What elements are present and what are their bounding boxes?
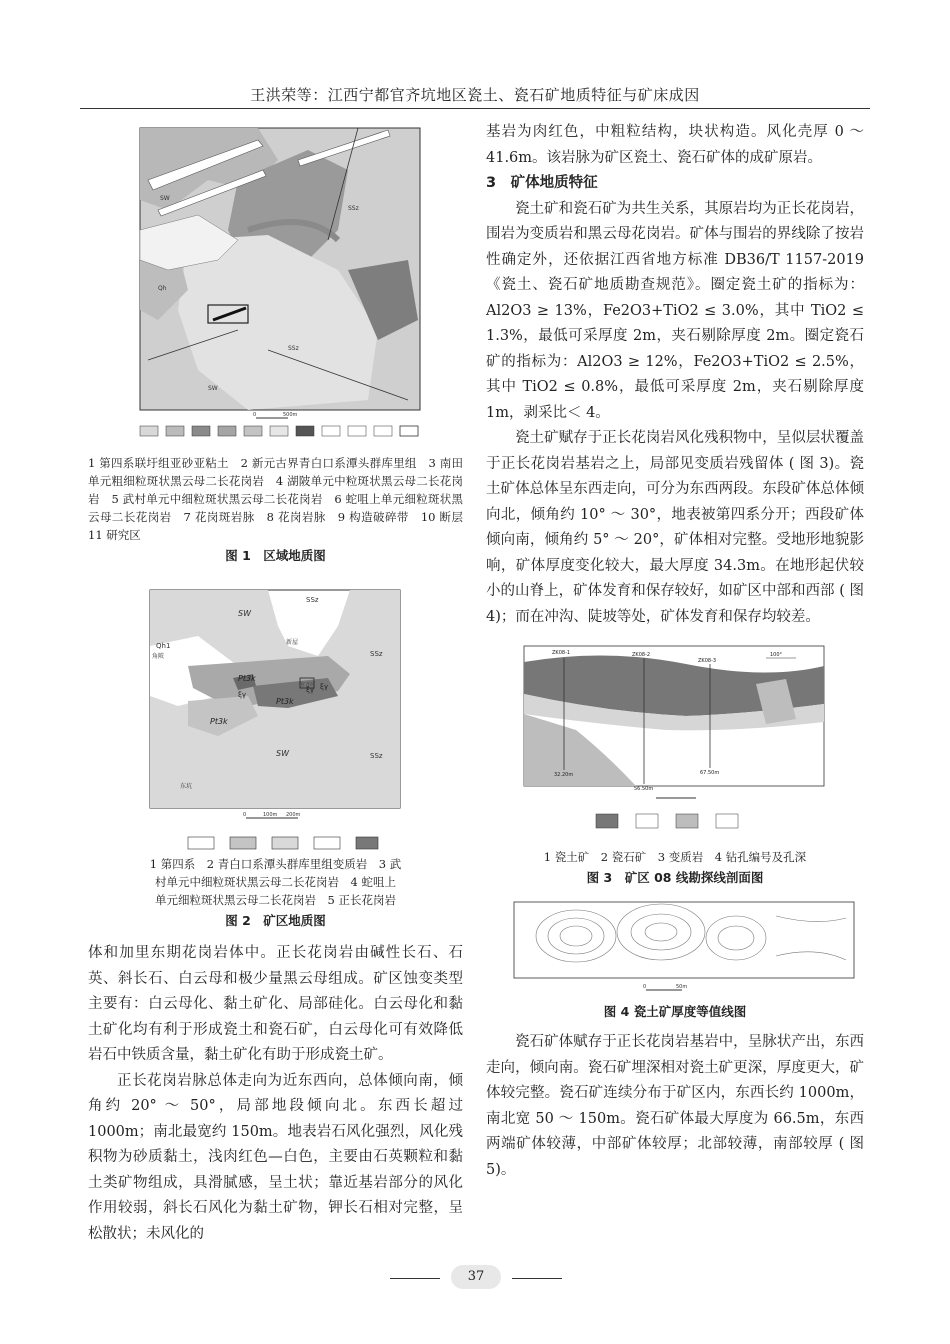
figure-4 xyxy=(486,896,864,1020)
figure-3-legend: 1 瓷土矿 2 瓷石矿 3 变质岩 4 钻孔编号及孔深 xyxy=(543,850,807,864)
mine-area-geology-map xyxy=(88,586,463,831)
svg-text:0: 0 xyxy=(253,412,257,418)
svg-text:SSz: SSz xyxy=(348,205,359,212)
svg-text:SW: SW xyxy=(208,385,218,392)
fig2-scale-0: 0 xyxy=(243,812,247,818)
exploration-line-profile xyxy=(486,644,864,844)
svg-text:SW: SW xyxy=(160,195,170,202)
page-footer xyxy=(0,1262,950,1292)
fig2-label-pt1: Pt3k xyxy=(238,674,256,683)
fig2-label-guanqikeng: 官齐坑 xyxy=(300,682,316,688)
running-header: 王洪荣等：江西宁都官齐坑地区瓷土、瓷石矿地质特征与矿床成因 xyxy=(250,86,700,104)
figure-3 xyxy=(486,644,864,886)
figure-4-caption: 图 4 瓷土矿厚度等值线图 xyxy=(603,1004,747,1019)
svg-text:500m: 500m xyxy=(283,412,298,418)
figure-1 xyxy=(88,120,475,564)
left-paragraph-1: 体和加里东期花岗岩体中。正长花岗岩由碱性长石、石英、斜长石、白云母和极少量黑云母组成。矿区蚀变类型主要有：白云母化、黏土矿化、局部硅化。白云母化和黏土矿化均有利于形成瓷土和瓷石矿，白云母化可有效降低岩石中铁质含量，黏土矿化有助于形成瓷土矿。 xyxy=(88,945,463,1063)
figure-3-caption: 图 3 矿区 08 线勘探线剖面图 xyxy=(586,870,764,885)
fig4-scale-0: 0 xyxy=(643,984,647,990)
fig2-label-gamma2: ξγ xyxy=(306,686,315,694)
fig3-depth-2: 56.50m xyxy=(634,786,654,792)
fig3-hole-1: ZK08-1 xyxy=(552,650,571,656)
left-paragraph-2: 正长花岗岩脉总体走向为近东西向，总体倾向南，倾角约 20° ～ 50°，局部地段倾向北。东西长超过 1000m；南北最宽约 150m。地表岩石风化强烈，风化残积物为砂质黏土，浅肉红色—白色，主要由石英颗粒和黏土类矿物组成，具滑腻感，呈土状；靠近基岩部分的风化作用较弱，斜长石风化为黏土矿物，钾长石相对完整，呈松散状；未风化的 xyxy=(88,1072,463,1242)
footer-rule-left xyxy=(390,1278,440,1279)
figure-1-legend-swatches xyxy=(140,426,418,436)
right-paragraph-1: 基岩为肉红色，中粗粒结构，块状构造。风化壳厚 0 ～ 41.6m。该岩脉为矿区瓷土、瓷石矿体的成矿原岩。 xyxy=(486,124,864,166)
fig2-label-pt2: Pt3k xyxy=(210,717,228,726)
footer-rule-right xyxy=(512,1278,562,1279)
fig2-label-ssz2: SSz xyxy=(370,650,383,658)
right-paragraph-3: 瓷土矿赋存于正长花岗岩风化残积物中，呈似层状覆盖于正长花岗岩基岩之上，局部见变质岩残留体 ( 图 3)。瓷土矿体总体呈东西走向，可分为东西两段。东段矿体总体倾向北，倾角约 10° ～ 30°，地表被第四系分开；西段矿体倾向南，倾角约 5° ～ 20°，矿体相对完整。受地形地貌影响，矿体厚度变化较大，最大厚度 34.3m。在地形起伏较小的山脊上，矿体发育和保存较好，如矿区中部和西部 ( 图 4)；而在冲沟、陡坡等处，矿体发育和保存均较差。 xyxy=(486,430,864,625)
fig2-label-gamma3: ξγ xyxy=(320,683,329,691)
fig2-label-gamma1: ξγ xyxy=(238,691,247,699)
fig2-label-dongkeng: 东坑 xyxy=(180,783,193,790)
figure-2-caption: 图 2 矿区地质图 xyxy=(225,913,326,928)
fig3-depth-1: 32.20m xyxy=(554,772,574,778)
right-paragraph-4: 瓷石矿体赋存于正长花岗岩基岩中，呈脉状产出，东西走向，倾向南。瓷石矿埋深相对瓷土矿更深，厚度更大，矿体较完整。瓷石矿连续分布于矿区内，东西长约 1000m，南北宽 50 ～ 150m。瓷石矿体最大厚度为 66.5m，东西两端矿体较薄，中部矿体较厚；北部较薄，南部较厚 ( 图 5)。 xyxy=(486,1034,864,1178)
figure-2-legend-line-2: 村单元中细粒斑状黑云母二长花岗岩 4 蛇咀上 xyxy=(155,875,396,889)
right-paragraph-2: 瓷土矿和瓷石矿为共生关系，其原岩均为正长花岗岩，围岩为变质岩和黑云母花岗岩。矿体与围岩的界线除了按岩性确定外，还依据江西省地方标准 DB36/T 1157-2019《瓷土、瓷石矿地质勘查规范》。圈定瓷土矿的指标为：Al2O3 ≥ 13%，Fe2O3+TiO2 ≤ 3.0%，其中 TiO2 ≤ 1.3%，最低可采厚度 2m，夹石剔除厚度 2m。圈定瓷石矿的指标为：Al2O3 ≥ 12%，Fe2O3+TiO2 ≤ 2.5%，其中 TiO2 ≤ 0.8%，最低可采厚度 2m，夹石剔除厚度 1m，剥采比＜ 4。 xyxy=(486,200,864,421)
fig2-label-qh: Qh1 xyxy=(156,642,171,650)
page-number: 37 xyxy=(451,1265,501,1289)
fig2-label-sw2: SW xyxy=(276,749,289,758)
svg-text:Qh: Qh xyxy=(158,285,167,292)
figure-2-legend-line-1: 1 第四系 2 青白口系潭头群库里组变质岩 3 武 xyxy=(149,857,402,871)
header-rule xyxy=(80,108,870,109)
section-3-title: 3 矿体地质特征 xyxy=(486,175,598,191)
fig2-scale-200: 200m xyxy=(286,812,301,818)
figure-2-legend-line-3: 单元细粒斑状黑云母二长花岗岩 5 正长花岗岩 xyxy=(155,893,396,907)
figure-1-legend: 1 第四系联圩组亚砂亚粘土 2 新元古界青白口系潭头群库里组 3 南田单元粗细粒斑状黑云母二长花岗岩 4 湖陂单元中粒斑状黑云母二长花岗岩 5 武村单元中细粒斑状黑云母二长花岗岩 6 蛇咀上单元细粒斑状黑云母二长花岗岩 7 花岗斑岩脉 8 花岗岩脉 9 构造破碎带 10 断层 11 研究区 xyxy=(88,456,475,542)
regional-geology-map xyxy=(88,120,463,450)
fig2-scale-100: 100m xyxy=(263,812,278,818)
figure-2-legend-swatches xyxy=(88,835,463,851)
right-column xyxy=(486,120,864,1183)
fig3-direction: 100° xyxy=(770,652,783,658)
fig2-label-ssz1: SSz xyxy=(306,596,319,604)
fig2-label-ssz3: SSz xyxy=(370,752,383,760)
svg-text:SSz: SSz xyxy=(288,345,299,352)
fig2-label-sw1: SW xyxy=(238,609,251,618)
figure-1-caption: 图 1 区域地质图 xyxy=(225,548,326,563)
fig2-label-xinwu: 新屋 xyxy=(286,639,299,646)
fig2-label-jiaopi: 角陂 xyxy=(152,653,165,660)
fig3-depth-3: 67.50m xyxy=(700,770,720,776)
fig3-hole-2: ZK08-2 xyxy=(632,652,651,658)
fig4-scale-50: 50m xyxy=(676,984,688,990)
fig3-hole-3: ZK08-3 xyxy=(698,658,717,664)
thickness-isoline-map xyxy=(486,896,864,996)
figure-2 xyxy=(88,586,463,929)
fig2-label-pt3: Pt3k xyxy=(276,697,294,706)
left-column xyxy=(88,120,475,1247)
